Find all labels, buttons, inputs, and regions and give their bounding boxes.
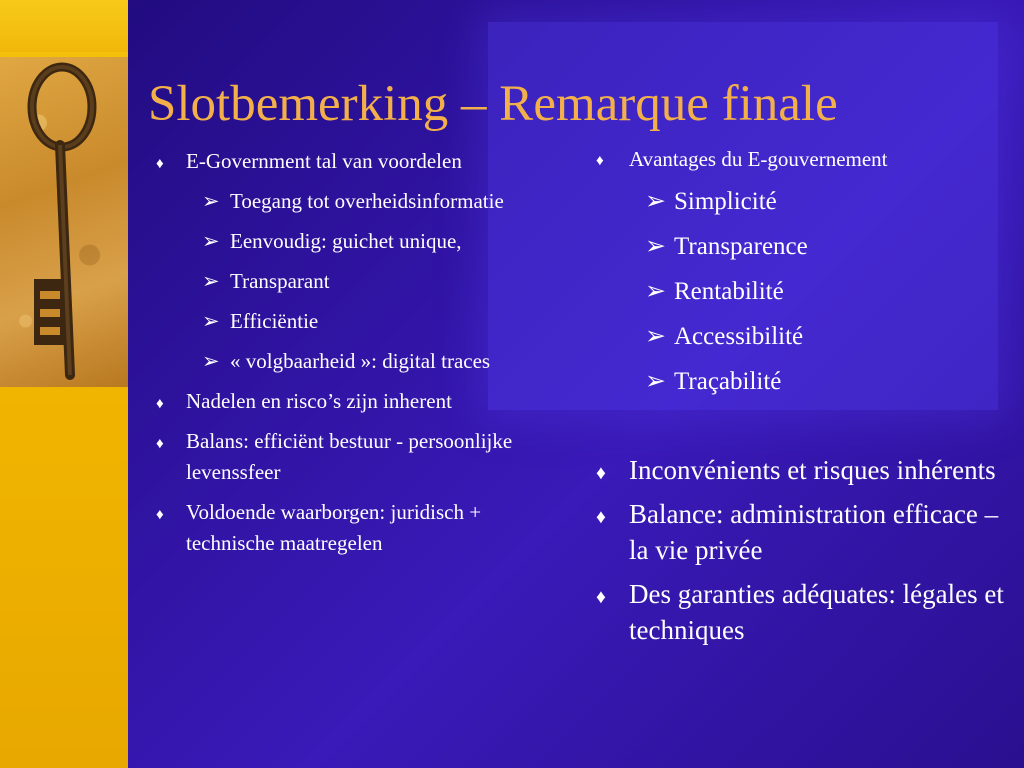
diamond-icon: ♦ xyxy=(156,436,164,452)
list-item: ♦ E-Government tal van voordelen xyxy=(148,146,558,177)
list-item: ♦ Balans: efficiënt bestuur - persoonlijke levenssfeer xyxy=(156,429,513,484)
sub-list-item: ➢ Transparence xyxy=(592,230,1012,264)
diamond-icon: ♦ xyxy=(596,463,606,484)
sub-list-item: ➢ Eenvoudig: guichet unique, xyxy=(148,226,558,257)
arrow-icon: ➢ xyxy=(202,229,220,253)
arrow-icon: ➢ xyxy=(645,368,666,395)
diamond-icon: ♦ xyxy=(596,587,606,608)
list-item: ♦ Balance: administration efficace – la vie privée xyxy=(596,499,999,565)
arrow-icon: ➢ xyxy=(202,189,220,213)
sub-list-item: ➢ Toegang tot overheidsinformatie xyxy=(148,186,558,217)
arrow-icon: ➢ xyxy=(202,349,220,373)
arrow-icon: ➢ xyxy=(645,233,666,260)
slide-title: Slotbemerking – Remarque finale xyxy=(148,76,838,132)
diamond-icon: ♦ xyxy=(156,156,164,172)
list-item: ♦ Avantages du E-gouvernement xyxy=(592,144,1012,175)
sub-list-item: ➢ Accessibilité xyxy=(592,320,1012,354)
list-item: ♦ Nadelen en risco’s zijn inherent xyxy=(148,386,558,417)
diamond-icon: ♦ xyxy=(156,507,164,523)
arrow-icon: ➢ xyxy=(202,309,220,333)
list-item: ♦ Inconvénients et risques inhérents xyxy=(592,452,1012,488)
diamond-icon: ♦ xyxy=(596,153,604,169)
sub-list-item: ➢ Rentabilité xyxy=(592,275,1012,309)
list-item: ♦ Des garanties adéquates: légales et techniques xyxy=(596,579,1004,645)
sub-list-item: ➢ Traçabilité xyxy=(592,365,1012,399)
sub-list-item: ➢ Transparant xyxy=(148,266,558,297)
arrow-icon: ➢ xyxy=(645,188,666,215)
arrow-icon: ➢ xyxy=(645,323,666,350)
key-icon xyxy=(0,57,128,387)
sub-list-item: ➢ « volgbaarheid »: digital traces xyxy=(148,346,558,377)
right-column-top xyxy=(592,144,1012,410)
sub-list-item: ➢ Efficiëntie xyxy=(148,306,558,337)
arrow-icon: ➢ xyxy=(645,278,666,305)
left-column xyxy=(148,146,558,568)
right-column-bottom xyxy=(592,452,1012,656)
arrow-icon: ➢ xyxy=(202,269,220,293)
key-photo xyxy=(0,57,128,387)
list-item: ♦ Voldoende waarborgen: juridisch + technische maatregelen xyxy=(156,500,482,555)
strip-top-band xyxy=(0,0,128,52)
diamond-icon: ♦ xyxy=(596,507,606,528)
diamond-icon: ♦ xyxy=(156,396,164,412)
sub-list-item: ➢ Simplicité xyxy=(592,185,1012,219)
